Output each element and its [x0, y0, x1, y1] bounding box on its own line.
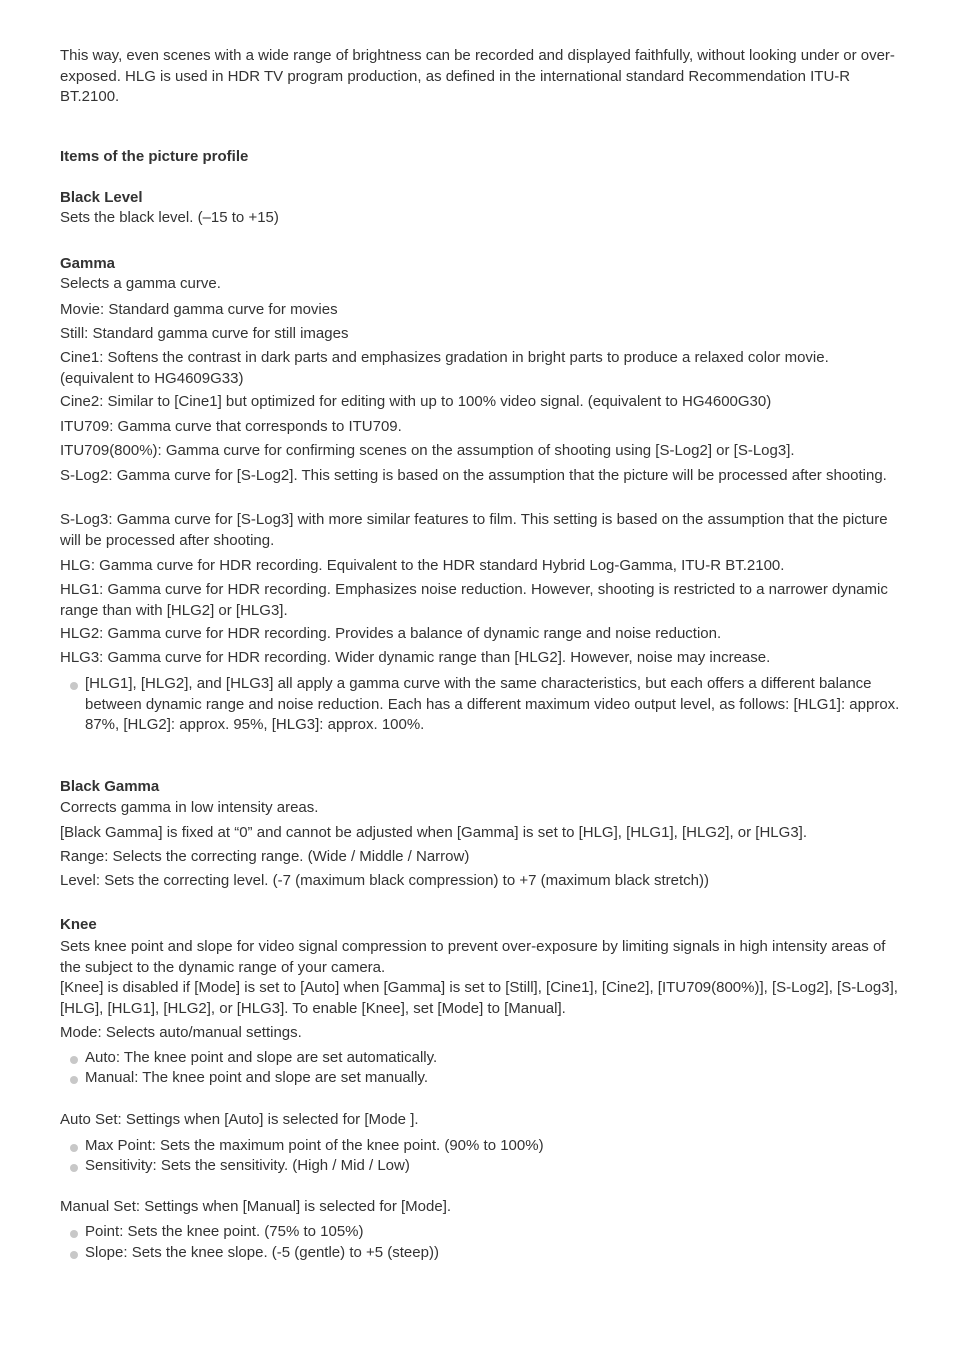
knee-auto-label: Auto Set: Settings when [Auto] is selected for [Mode ]. — [60, 1111, 419, 1128]
bullet-icon — [70, 1056, 78, 1064]
bullet-icon — [70, 1230, 78, 1238]
gamma-item: Cine2: Similar to [Cine1] but optimized for editing with up to 100% video signal. (equivalent to HG4600G30) — [60, 393, 772, 410]
gamma-note: [HLG1], [HLG2], and [HLG3] all apply a gamma curve with the same characteristics, but each offers a different balance between dynamic range and noise reduction. Each has a different maximum video output level, as follows: [HLG1]: approx. 87%, [HLG2]: approx. 95%, [HLG3]: approx. 100%. — [85, 675, 900, 733]
gamma-item: ITU709: Gamma curve that corresponds to ITU709. — [60, 418, 402, 435]
gamma-item: ITU709(800%): Gamma curve for confirming scenes on the assumption of shooting using [S-Log2] or [S-Log3]. — [60, 442, 795, 459]
bullet-icon — [70, 1251, 78, 1259]
black-gamma-item: Corrects gamma in low intensity areas. — [60, 799, 319, 816]
gamma-item: Cine1: Softens the contrast in dark parts and emphasizes gradation in bright parts to produce a relaxed color movie. (equivalent to HG4609G33) — [60, 349, 829, 387]
black-level-desc: Sets the black level. (–15 to +15) — [60, 209, 279, 226]
knee-desc: Sets knee point and slope for video signal compression to prevent over-exposure by limiting signals in high intensity areas of the subject to the dynamic range of your camera. — [60, 938, 886, 976]
gamma-item: HLG: Gamma curve for HDR recording. Equivalent to the HDR standard Hybrid Log-Gamma, ITU-R BT.2100. — [60, 557, 785, 574]
intro-paragraph: This way, even scenes with a wide range of brightness can be recorded and displayed faithfully, without looking under or over-exposed. HLG is used in HDR TV program production, as defined in the international standard Recommendation ITU-R BT.2100. — [60, 47, 895, 105]
knee-manual-item: Slope: Sets the knee slope. (-5 (gentle) to +5 (steep)) — [85, 1244, 439, 1261]
gamma-item: S-Log2: Gamma curve for [S-Log2]. This setting is based on the assumption that the picture will be processed after shooting. — [60, 467, 887, 484]
bullet-icon — [70, 682, 78, 690]
black-gamma-item: Level: Sets the correcting level. (-7 (maximum black compression) to +7 (maximum black stretch)) — [60, 872, 709, 889]
black-level-heading: Black Level — [60, 189, 143, 206]
black-gamma-item: Range: Selects the correcting range. (Wide / Middle / Narrow) — [60, 848, 470, 865]
gamma-desc: Selects a gamma curve. — [60, 275, 221, 292]
knee-mode-label: Mode: Selects auto/manual settings. — [60, 1024, 302, 1041]
gamma-item: Still: Standard gamma curve for still images — [60, 325, 349, 342]
bullet-icon — [70, 1144, 78, 1152]
knee-heading: Knee — [60, 916, 97, 933]
knee-auto-item: Max Point: Sets the maximum point of the knee point. (90% to 100%) — [85, 1137, 544, 1154]
knee-disabled-note: [Knee] is disabled if [Mode] is set to [Auto] when [Gamma] is set to [Still], [Cine1], [Cine2], [ITU709(800%)], [S-Log2], [S-Log3], [HLG], [HLG1], [HLG2], or [HLG3]. To enable [Knee], set [Mode] to [Manual]. — [60, 979, 898, 1017]
black-gamma-heading: Black Gamma — [60, 778, 160, 795]
gamma-item: Movie: Standard gamma curve for movies — [60, 301, 338, 318]
knee-mode-item: Auto: The knee point and slope are set automatically. — [85, 1049, 438, 1066]
gamma-heading: Gamma — [60, 255, 116, 272]
gamma-item: HLG3: Gamma curve for HDR recording. Wider dynamic range than [HLG2]. However, noise may increase. — [60, 649, 771, 666]
knee-mode-item: Manual: The knee point and slope are set manually. — [85, 1069, 428, 1086]
bullet-icon — [70, 1164, 78, 1172]
knee-manual-item: Point: Sets the knee point. (75% to 105%) — [85, 1223, 364, 1240]
gamma-item: HLG2: Gamma curve for HDR recording. Provides a balance of dynamic range and noise reduction. — [60, 625, 722, 642]
knee-auto-item: Sensitivity: Sets the sensitivity. (High / Mid / Low) — [85, 1157, 410, 1174]
gamma-item: S-Log3: Gamma curve for [S-Log3] with more similar features to film. This setting is based on the assumption that the picture will be processed after shooting. — [60, 511, 888, 549]
black-gamma-item: [Black Gamma] is fixed at “0” and cannot be adjusted when [Gamma] is set to [HLG], [HLG1], [HLG2], or [HLG3]. — [60, 824, 807, 841]
gamma-item: HLG1: Gamma curve for HDR recording. Emphasizes noise reduction. However, shooting is restricted to a narrower dynamic range than with [HLG2] or [HLG3]. — [60, 581, 888, 619]
knee-manual-label: Manual Set: Settings when [Manual] is selected for [Mode]. — [60, 1198, 452, 1215]
section-title: Items of the picture profile — [60, 148, 249, 165]
bullet-icon — [70, 1076, 78, 1084]
